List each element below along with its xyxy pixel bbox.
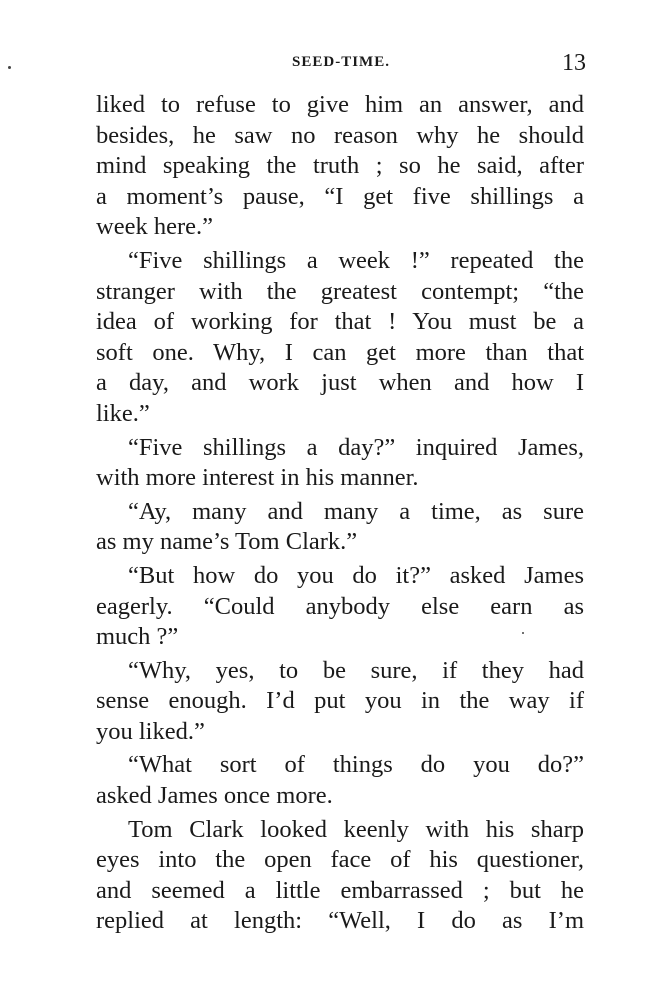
text-line: “But how do you do it?” asked James [128, 561, 584, 589]
text-line: a day, and work just when and how I [96, 369, 584, 397]
text-line: “Five shillings a day?” inquired James, [128, 433, 584, 461]
text-line: liked to refuse to give him an answer, and [96, 91, 584, 118]
running-title: SEED-TIME. [292, 54, 390, 70]
text-line: asked James once more. [96, 782, 333, 810]
text-line: with more interest in his manner. [96, 464, 419, 492]
text-line: and seemed a little embarrassed ; but he [96, 876, 584, 904]
text-line: “Why, yes, to be sure, if they had [128, 656, 584, 684]
text-line: as my name’s Tom Clark.” [96, 528, 358, 556]
text-line: stranger with the greatest contempt; “the [96, 277, 584, 305]
text-line: like.” [96, 399, 150, 427]
text-line: sense enough. I’d put you in the way if [96, 687, 584, 715]
text-line: “Ay, many and many a time, as sure [128, 497, 584, 525]
text-line: soft one. Why, I can get more than that [96, 338, 584, 366]
print-speck [522, 632, 524, 634]
text-line: you liked.” [96, 717, 205, 745]
text-line: mind speaking the truth ; so he said, after [96, 152, 584, 180]
text-line: “Five shillings a week !” repeated the [128, 246, 584, 274]
text-line: replied at length: “Well, I do as I’m [96, 907, 584, 935]
text-line: much ?” [96, 623, 179, 651]
text-line: Tom Clark looked keenly with his sharp [128, 815, 584, 843]
text-line: “What sort of things do you do?” [128, 751, 584, 779]
body-text [96, 90, 584, 937]
text-line: eagerly. “Could anybody else earn as [96, 592, 584, 620]
running-head [96, 50, 586, 80]
text-line: week here.” [96, 213, 213, 241]
print-speck [8, 66, 11, 69]
text-line: eyes into the open face of his questioner, [96, 846, 584, 874]
text-line: a moment’s pause, “I get five shillings a [96, 182, 584, 210]
page-number: 13 [562, 50, 586, 76]
text-line: idea of working for that ! You must be a [96, 308, 584, 336]
text-line: besides, he saw no reason why he should [96, 121, 584, 149]
